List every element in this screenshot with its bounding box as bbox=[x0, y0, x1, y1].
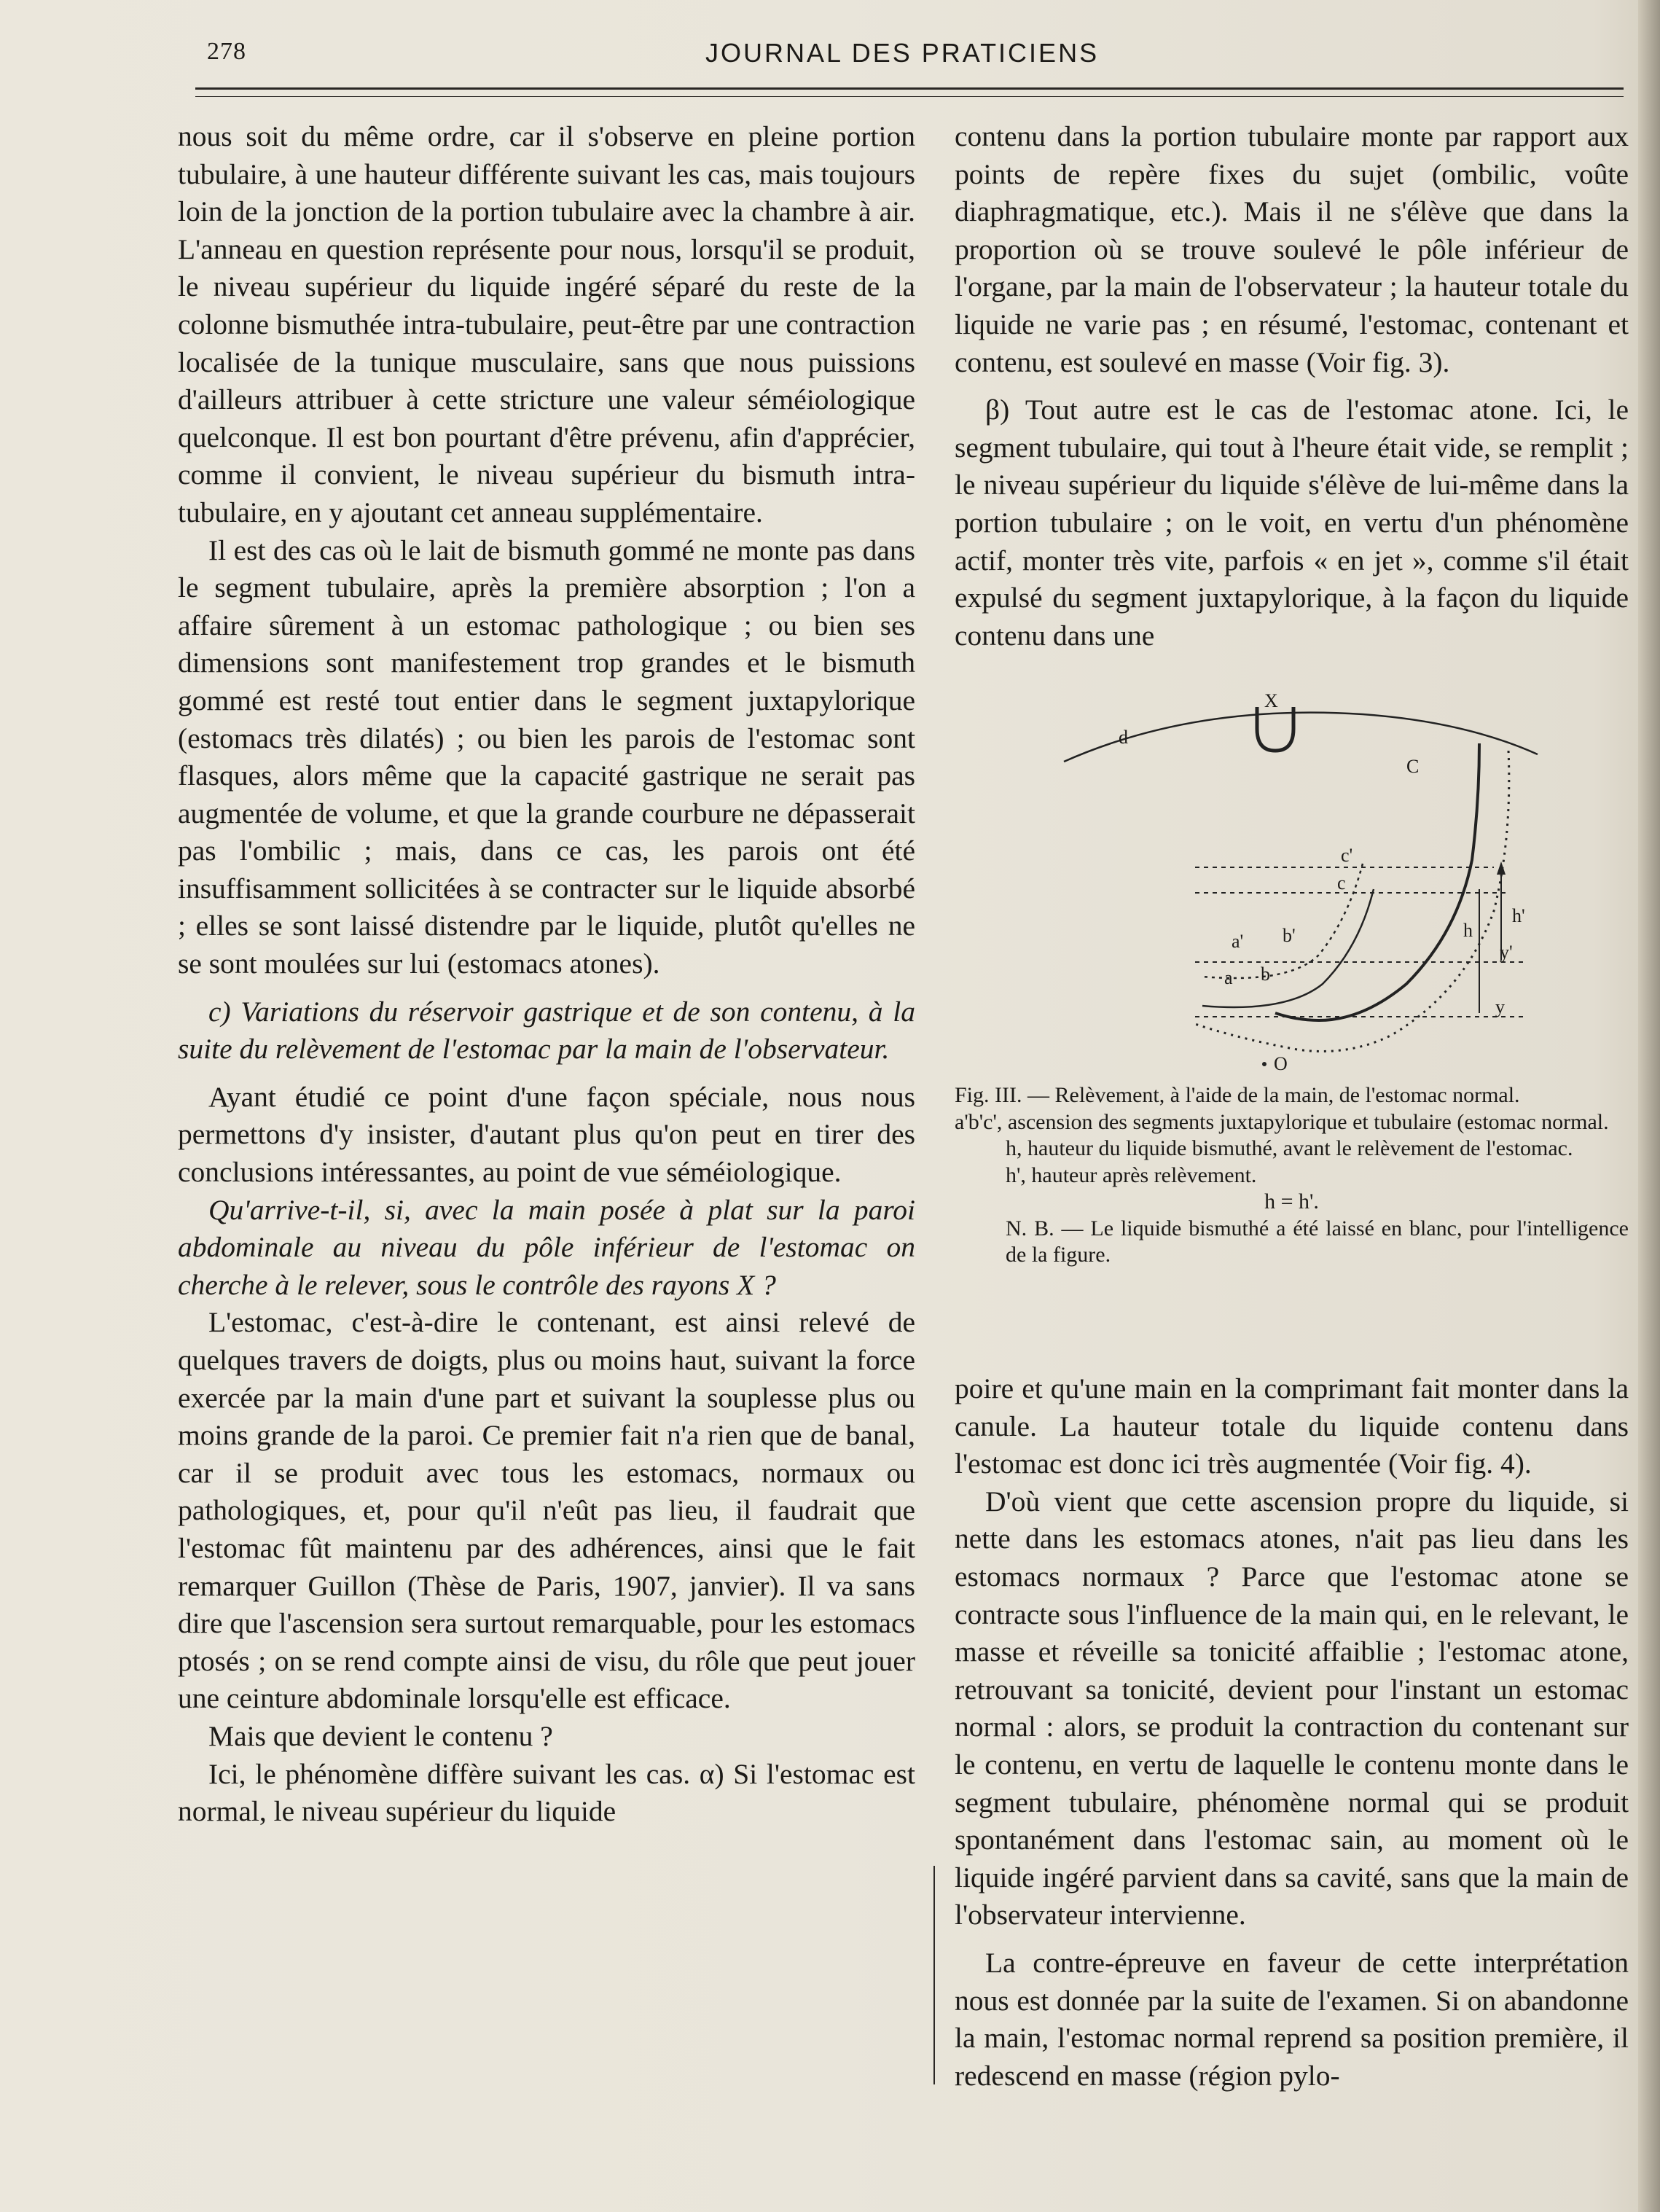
diaphragm-curve bbox=[1064, 713, 1538, 762]
label-y: y bbox=[1495, 996, 1505, 1017]
umbilicus-mark bbox=[1262, 1062, 1266, 1066]
paragraph-question: Qu'arrive-t-il, si, avec la main posée à plat sur la paroi abdominale au niveau du pôle inférieur de l'estomac on cherche à le relever, sous le contrôle des rayons X ? bbox=[178, 1193, 915, 1301]
page-number: 278 bbox=[207, 38, 246, 65]
label-a-prime: a' bbox=[1232, 931, 1244, 952]
caption-line: a'b'c', ascension des segments juxtapylorique et tubulaire (estomac normal. bbox=[955, 1109, 1609, 1134]
figure-iii bbox=[955, 671, 1629, 1079]
paragraph: Il est des cas où le lait de bismuth gommé ne monte pas dans le segment tubulaire, après la première absorption ; l'on a affaire sûrement à un estomac pathologique ; ou bien ses dimensions sont manifestement trop grandes et le bismuth gommé est resté tout entier dans le segment juxtapylorique (estomacs très dilatés) ; ou bien les parois de l'estomac sont flasques, alors même que la capacité gastrique ne serait pas augmentée de volume, et que la grande courbure ne dépasserait pas l'ombilic ; mais, dans ce cas, les parois ont été insuffisamment sollicitées à se contracter sur le liquide absorbé ; elles se sont laissé distendre par le liquide, plutôt qu'elles ne se sont moulées sur lui (estomacs atones). bbox=[178, 534, 915, 980]
stomach-outline-normal bbox=[1275, 743, 1479, 1020]
arrowhead bbox=[1497, 861, 1506, 875]
caption-line: h, hauteur du liquide bismuthé, avant le relèvement de l'estomac. bbox=[1006, 1136, 1573, 1160]
paragraph: Mais que devient le contenu ? bbox=[208, 1719, 553, 1752]
label-O: O bbox=[1274, 1053, 1288, 1074]
section-heading: c) Variations du réservoir gastrique et de son contenu, à la suite du relèvement de l'estomac par la main de l'observateur. bbox=[178, 995, 915, 1066]
paragraph: Ici, le phénomène diffère suivant les cas. α) Si l'estomac est normal, le niveau supérieur du liquide bbox=[178, 1757, 915, 1828]
caption-line: h', hauteur après relèvement. bbox=[1006, 1162, 1257, 1187]
paragraph: L'estomac, c'est-à-dire le contenant, est ainsi relevé de quelques travers de doigts, plus ou moins haut, suivant la force exercée par la main d'une part et suivant la souplesse plus ou moins grande de la paroi. Ce premier fait n'a rien que de banal, car il se produit avec tous les estomacs, normaux ou pathologiques, et, pour qu'il n'eût pas lieu, il faudrait que l'estomac fût maintenu par des adhérences, ainsi que le fait remarquer Guillon (Thèse de Paris, 1907, janvier). Il va sans dire que l'ascension sera surtout remarquable, pour les estomacs ptosés ; on se rend compte ainsi de visu, du rôle que peut jouer une ceinture abdominale lorsqu'elle est efficace. bbox=[178, 1306, 915, 1715]
label-b-prime: b' bbox=[1283, 925, 1296, 946]
paragraph: La contre-épreuve en faveur de cette interprétation nous est donnée par la suite de l'examen. Si on abandonne la main, l'estomac normal reprend sa position première, il redescend en masse (région pylo- bbox=[955, 1946, 1629, 2092]
caption-line: Fig. III. — Relèvement, à l'aide de la main, de l'estomac normal. bbox=[955, 1083, 1520, 1107]
figure-caption bbox=[955, 1082, 1629, 1269]
journal-title: JOURNAL DES PRATICIENS bbox=[705, 38, 1100, 68]
column-divider bbox=[933, 1866, 935, 2084]
label-b: b bbox=[1261, 964, 1270, 985]
running-header bbox=[195, 35, 1624, 79]
label-c: c bbox=[1337, 872, 1346, 894]
page-edge-shadow bbox=[1638, 0, 1660, 2212]
left-column bbox=[178, 118, 915, 1831]
paragraph: poire et qu'une main en la comprimant fait monter dans la canule. La hauteur totale du liquide contenu dans l'estomac est donc ici très augmentée (Voir fig. 4). bbox=[955, 1372, 1629, 1480]
paragraph: D'où vient que cette ascension propre du liquide, si nette dans les estomacs atones, n'ait pas lieu dans les estomacs normaux ? Parce que l'estomac atone se contracte sous l'influence de la main qui, en le relevant, le masse et réveille sa tonicité affaiblie ; l'estomac atone, retrouvant sa tonicité, devient pour l'instant un estomac normal : alors, se produit la contraction du contenant sur le contenu, en vertu de laquelle le contenu monte dans le segment tubulaire, phénomène normal qui se produit spontanément dans l'estomac sain, au moment où le liquide ingéré parvient dans sa cavité, sans que la main de l'observateur intervienne. bbox=[955, 1485, 1629, 1931]
label-h: h bbox=[1463, 920, 1473, 941]
stomach-diagram bbox=[955, 671, 1629, 1079]
header-rule-thin bbox=[195, 96, 1624, 97]
paragraph: contenu dans la portion tubulaire monte par rapport aux points de repère fixes du sujet (ombilic, voûte diaphragmatique, etc.). Mais il ne s'élève que dans la proportion où se trouve soulevé le pôle inférieur de l'organe, par la main de l'observateur ; la hauteur totale du liquide ne varie pas ; en résumé, l'estomac, contenant et contenu, est soulevé en masse (Voir fig. 3). bbox=[955, 120, 1629, 378]
paragraph: β) Tout autre est le cas de l'estomac atone. Ici, le segment tubulaire, qui tout à l'heure était vide, se remplit ; le niveau supérieur du liquide s'élève de lui-même dans la portion tubulaire ; on le voit, en vertu d'un phénomène actif, monter très vite, parfois « en jet », comme s'il était expulsé du segment juxtapylorique, à la façon du liquide contenu dans une bbox=[955, 394, 1629, 652]
label-h-prime: h' bbox=[1512, 905, 1525, 926]
header-rule bbox=[195, 87, 1624, 90]
right-column-bottom bbox=[955, 1370, 1629, 2095]
label-C: C bbox=[1406, 756, 1420, 777]
label-a: a bbox=[1224, 967, 1233, 988]
caption-line: h = h'. bbox=[1264, 1189, 1319, 1214]
label-d: d bbox=[1119, 727, 1128, 748]
caption-line: N. B. — Le liquide bismuthé a été laissé en blanc, pour l'intelligence de la figure. bbox=[1006, 1216, 1629, 1267]
label-c-prime: c' bbox=[1341, 845, 1353, 866]
paragraph: Ayant étudié ce point d'une façon spéciale, nous nous permettons d'y insister, d'autant plus qu'on peut en tirer des conclusions intéressantes, au point de vue séméiologique. bbox=[178, 1080, 915, 1189]
paragraph: nous soit du même ordre, car il s'observe en pleine portion tubulaire, à une hauteur différente suivant les cas, mais toujours loin de la jonction de la portion tubulaire avec la chambre à air. L'anneau en question représente pour nous, lorsqu'il se produit, le niveau supérieur du liquide ingéré séparé du reste de la colonne bismuthée intra-tubulaire, peut-être par une contraction localisée de la tunique musculaire, sans que nous puissions d'ailleurs attribuer à cette stricture une valeur séméiologique quelconque. Il est bon pourtant d'être prévenu, afin d'apprécier, comme il convient, le niveau supérieur du bismuth intra-tubulaire, en y ajoutant cet anneau supplémentaire. bbox=[178, 120, 915, 528]
label-y-prime: y' bbox=[1500, 942, 1513, 963]
right-column-top bbox=[955, 118, 1629, 654]
label-X: X bbox=[1264, 690, 1278, 711]
